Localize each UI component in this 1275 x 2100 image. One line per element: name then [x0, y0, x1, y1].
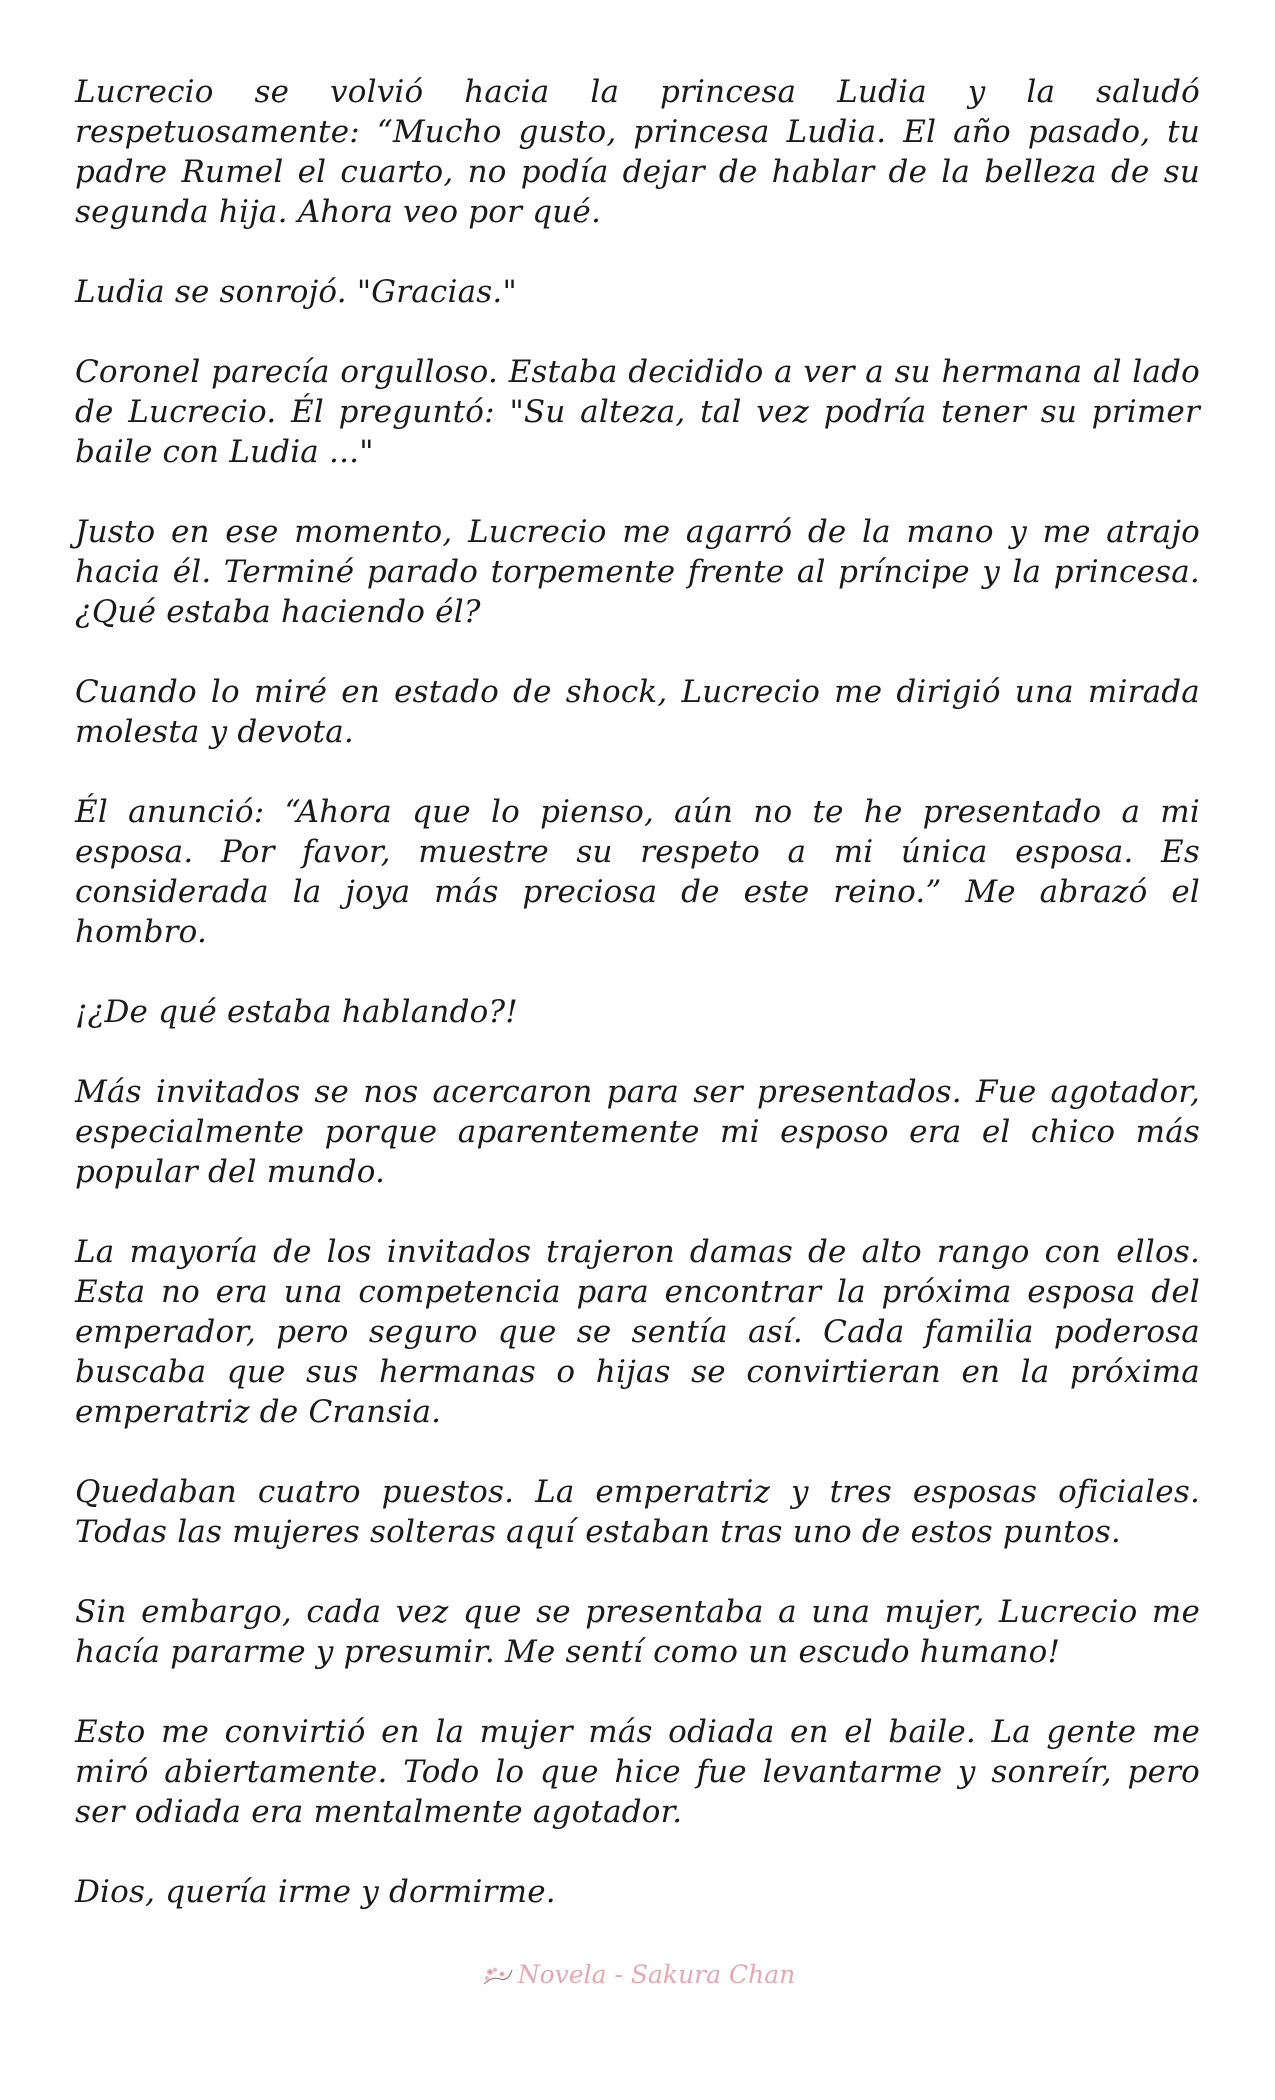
- paragraph: La mayoría de los invitados trajeron damas de alto rango con ellos. Esta no era una competencia para encontrar la próxima esposa del emperador, pero seguro que se sentía así. Cada familia poderosa buscaba que sus hermanas o hijas se convirtieran en la próxima emperatriz de Cransia.: [75, 1234, 1200, 1430]
- paragraph: Justo en ese momento, Lucrecio me agarró de la mano y me atrajo hacia él. Terminé parado torpemente frente al príncipe y la princesa. ¿Qué estaba haciendo él?: [75, 514, 1200, 630]
- paragraph: Coronel parecía orgulloso. Estaba decidido a ver a su hermana al lado de Lucrecio. Él preguntó: "Su alteza, tal vez podría tener su primer baile con Ludia ...": [75, 354, 1200, 470]
- cherry-blossom-icon: [480, 1964, 514, 1990]
- paragraph: Más invitados se nos acercaron para ser presentados. Fue agotador, especialmente porque aparentemente mi esposo era el chico más popular del mundo.: [75, 1074, 1200, 1190]
- paragraph: Cuando lo miré en estado de shock, Lucrecio me dirigió una mirada molesta y devota.: [75, 674, 1200, 750]
- paragraph: Quedaban cuatro puestos. La emperatriz y tres esposas oficiales. Todas las mujeres solteras aquí estaban tras uno de estos puntos.: [75, 1474, 1200, 1550]
- paragraph: Esto me convirtió en la mujer más odiada en el baile. La gente me miró abiertamente. Todo lo que hice fue levantarme y sonreír, pero ser odiada era mentalmente agotador.: [75, 1714, 1200, 1830]
- watermark-footer: [0, 1960, 1275, 1990]
- paragraph: Lucrecio se volvió hacia la princesa Ludia y la saludó respetuosamente: “Mucho gusto, princesa Ludia. El año pasado, tu padre Rumel el cuarto, no podía dejar de hablar de la belleza de su segunda hija. Ahora veo por qué.: [75, 74, 1200, 230]
- paragraph: Ludia se sonrojó. "Gracias.": [75, 274, 517, 310]
- paragraph: Dios, quería irme y dormirme.: [75, 1874, 556, 1910]
- paragraph: Él anunció: “Ahora que lo pienso, aún no te he presentado a mi esposa. Por favor, muestre su respeto a mi única esposa. Es considerada la joya más preciosa de este reino.” Me abrazó el hombro.: [75, 794, 1200, 950]
- paragraph: ¡¿De qué estaba hablando?!: [75, 994, 518, 1030]
- document-body: [75, 72, 1200, 1952]
- watermark-text: Novela - Sakura Chan: [517, 1960, 796, 1989]
- paragraph: Sin embargo, cada vez que se presentaba a una mujer, Lucrecio me hacía pararme y presumir. Me sentí como un escudo humano!: [75, 1594, 1200, 1670]
